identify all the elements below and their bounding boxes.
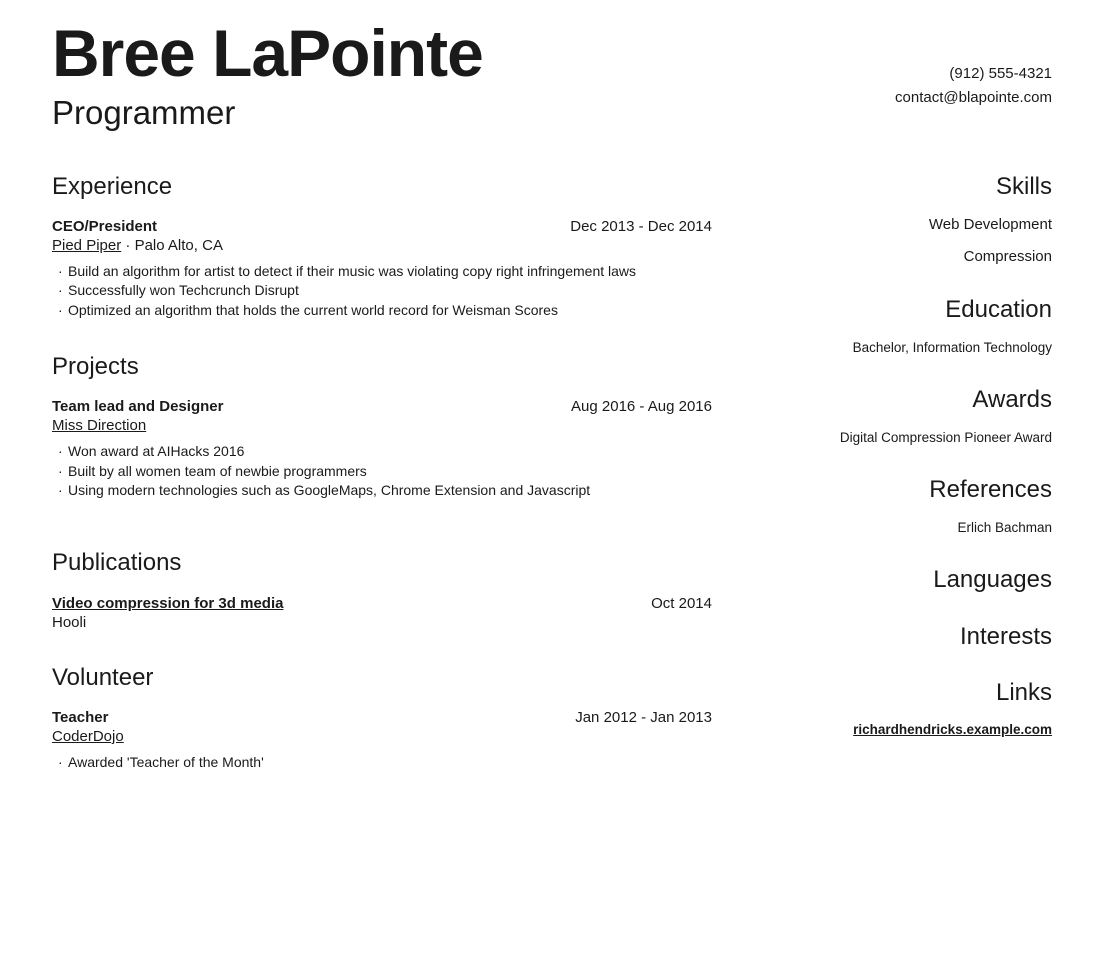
- contact-block: [895, 18, 1052, 110]
- entry-organization: CoderDojo: [52, 728, 124, 745]
- resume-header: [0, 0, 1104, 132]
- sidebar-heading-links: Links: [995, 679, 1052, 707]
- entry-organization: Pied Piper: [52, 236, 122, 254]
- bullet-item: · Built by all women team of newbie programmers: [52, 462, 712, 481]
- entry-bullets: [52, 262, 712, 320]
- section-heading-experience: Experience: [52, 172, 173, 200]
- skill-item: Web Development: [928, 215, 1052, 233]
- contact-email: contact@blapointe.com: [895, 89, 1052, 106]
- entry-title: Video compression for 3d media: [52, 594, 284, 612]
- sidebar-heading-interests: Interests: [959, 622, 1052, 650]
- link-item[interactable]: richardhendricks.example.com: [853, 722, 1052, 738]
- section-heading-volunteer: Volunteer: [52, 663, 154, 691]
- sidebar-heading-education: Education: [945, 296, 1052, 324]
- bullet-item: · Using modern technologies such as GoogleMaps, Chrome Extension and Javascript: [52, 481, 712, 500]
- entry-date: Dec 2013 - Dec 2014: [570, 217, 712, 235]
- spacer: [52, 534, 712, 550]
- bullet-item: · Successfully won Techcrunch Disrupt: [52, 281, 712, 300]
- entry-title: Teacher: [52, 709, 109, 726]
- entry-date: Oct 2014: [651, 594, 712, 612]
- sidebar-heading-awards: Awards: [972, 386, 1052, 414]
- entry-organization: Miss Direction: [52, 417, 147, 435]
- section-volunteer: [52, 665, 712, 773]
- project-entry: [52, 398, 712, 500]
- entry-organization: Hooli: [52, 613, 87, 631]
- sidebar-section-skills: [722, 174, 1052, 268]
- entry-row: [52, 595, 712, 612]
- sidebar-section-education: [722, 297, 1052, 357]
- candidate-title: Programmer: [52, 94, 236, 132]
- entry-subtitle: [52, 417, 712, 434]
- skill-item: Compression: [963, 247, 1052, 265]
- main-column: [52, 174, 712, 779]
- award-item: Digital Compression Pioneer Award: [839, 429, 1052, 445]
- bullet-item: · Build an algorithm for artist to detect if their music was violating copy right infringement laws: [52, 262, 712, 281]
- entry-subtitle: [52, 728, 712, 745]
- sidebar-heading-skills: Skills: [995, 172, 1052, 200]
- identity-block: [52, 18, 483, 132]
- experience-entry: [52, 218, 712, 320]
- volunteer-entry: [52, 709, 712, 772]
- entry-row: [52, 398, 712, 415]
- sidebar-heading-languages: Languages: [933, 566, 1052, 594]
- entry-title: Team lead and Designer: [52, 398, 224, 416]
- section-publications: [52, 550, 712, 630]
- bullet-item: · Awarded 'Teacher of the Month': [52, 753, 712, 772]
- sidebar-heading-references: References: [929, 476, 1052, 504]
- publication-entry: [52, 595, 712, 631]
- entry-date: Jan 2012 - Jan 2013: [575, 709, 712, 726]
- section-heading-projects: Projects: [52, 352, 139, 380]
- reference-item: Erlich Bachman: [957, 519, 1052, 535]
- section-projects: [52, 354, 712, 500]
- entry-location: Palo Alto, CA: [134, 236, 223, 254]
- entry-subtitle: [52, 614, 712, 631]
- entry-title: CEO/President: [52, 217, 158, 235]
- sidebar-section-links: [722, 680, 1052, 740]
- bullet-item: · Optimized an algorithm that holds the current world record for Weisman Scores: [52, 301, 712, 320]
- entry-bullets: [52, 442, 712, 500]
- entry-separator: ·: [121, 236, 135, 254]
- entry-row: [52, 218, 712, 235]
- entry-row: [52, 709, 712, 726]
- sidebar-section-references: [722, 477, 1052, 537]
- entry-date: Aug 2016 - Aug 2016: [571, 398, 712, 416]
- candidate-name: Bree LaPointe: [52, 16, 483, 90]
- section-experience: [52, 174, 712, 320]
- bullet-item: · Won award at AIHacks 2016: [52, 442, 712, 461]
- section-heading-publications: Publications: [52, 549, 182, 577]
- sidebar-section-awards: [722, 387, 1052, 447]
- contact-phone: (912) 555-4321: [949, 65, 1052, 82]
- sidebar-section-languages: [722, 567, 1052, 593]
- sidebar-section-interests: [722, 624, 1052, 650]
- education-item: Bachelor, Information Technology: [852, 339, 1052, 355]
- entry-subtitle: [52, 237, 712, 254]
- resume-body: [0, 174, 1104, 779]
- sidebar-column: [712, 174, 1052, 770]
- entry-bullets: [52, 753, 712, 772]
